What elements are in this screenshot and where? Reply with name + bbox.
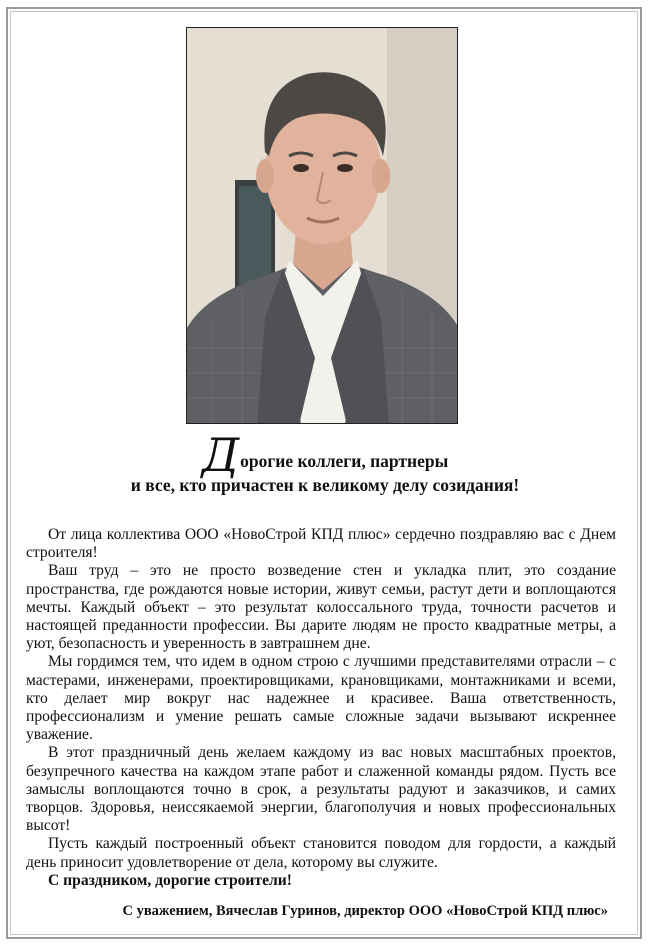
paragraph: Ваш труд – это не просто возведение стен и укладка плит, это создание пространства, где рождаются новые истории, живут семьи, растут дети и воплощаются мечты. Каждый объект – это результат колоссального труда, точности расчетов и настоящей преданности профессии. Вы дарите людям не просто квадратные метры, а уют, безопасность и уверенность в завтрашнем дне. bbox=[26, 562, 616, 653]
paragraph: Мы гордимся тем, что идем в одном строю с лучшими представителями отрасли – с мастерами, инженерами, проектировщиками, крановщиками, монтажниками и всеми, кто делает мир вокруг нас надежнее и красивее. Ваша ответственность, профессионализм и умение решать самые сложные задачи вызывают искреннее уважение. bbox=[26, 653, 616, 744]
paragraph: Пусть каждый построенный объект становится поводом для гордости, а каждый день приносит удовлетворение от дела, которому вы служите. bbox=[26, 835, 616, 871]
portrait-illustration bbox=[187, 28, 458, 424]
letter-body bbox=[26, 526, 616, 890]
headline bbox=[0, 428, 650, 497]
paragraph: От лица коллектива ООО «НовоСтрой КПД плюс» сердечно поздравляю вас с Днем строителя! bbox=[26, 526, 616, 562]
headline-line-2: и все, кто причастен к великому делу созидания! bbox=[130, 475, 520, 495]
closing-line: С праздником, дорогие строители! bbox=[48, 871, 292, 889]
headline-line-1 bbox=[0, 428, 650, 482]
paragraph: В этот праздничный день желаем каждому из вас новых масштабных проектов, безупречного качества на каждом этапе работ и слаженной команды рядом. Пусть все замыслы воплощаются точно в срок, а результаты радуют и заказчиков, и самих творцов. Здоровья, неиссякаемой энергии, благополучия и новых профессиональных высот! bbox=[26, 744, 616, 835]
director-portrait bbox=[186, 27, 458, 424]
signature: С уважением, Вячеслав Гуринов, директор ООО «НовоСтрой КПД плюс» bbox=[122, 903, 608, 919]
headline-dropcap: Д bbox=[201, 428, 240, 482]
headline-line-1-text: орогие коллеги, партнеры bbox=[240, 451, 449, 471]
